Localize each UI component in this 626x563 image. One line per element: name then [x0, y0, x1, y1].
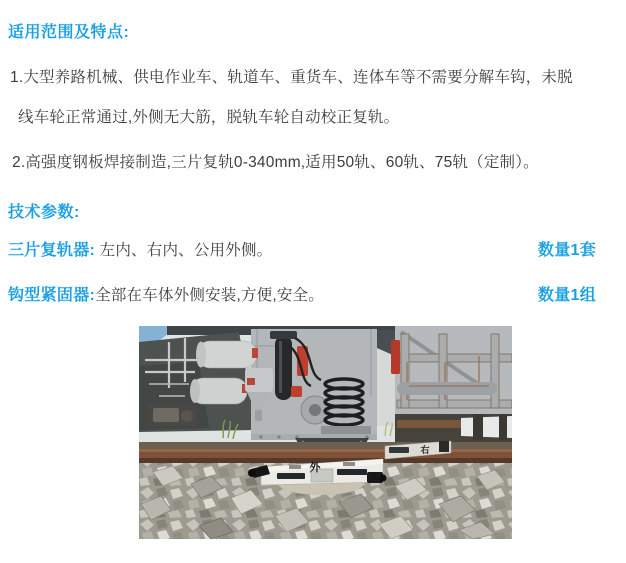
- photo-coupler-cylinder: [397, 382, 497, 395]
- spec-qty-fastener: 数量1组: [537, 287, 596, 304]
- product-photo: [139, 326, 512, 539]
- photo-rail-head: [139, 442, 512, 449]
- photo-blurred-text-right: [337, 469, 367, 475]
- feature-point-1-line-1: 1.大型养路机械、供电作业车、轨道车、重货车、连体车等不需要分解车钩，未脱: [10, 69, 573, 86]
- spec-row-fastener: [8, 288, 596, 304]
- spec-desc-fastener: 全部在车体外侧安装,方便,安全。: [95, 287, 324, 304]
- section-heading-params: 技术参数:: [8, 204, 80, 221]
- photo-label-right: 右: [420, 445, 430, 455]
- spec-desc-rerailer: 左内、右内、公用外侧。: [95, 242, 273, 259]
- spec-label-rerailer: 三片复轨器:: [8, 242, 96, 259]
- feature-point-2: 2.高强度钢板焊接制造,三片复轨0-340mm,适用50轨、60轨、75轨（定制）。: [12, 154, 539, 171]
- spec-row-rerailer: [8, 243, 596, 259]
- photo-label-outer: 外: [309, 462, 321, 474]
- photo-blurred-text-left: [277, 473, 305, 479]
- feature-point-1-line-2: 线车轮正常通过,外侧无大筋，脱轨车轮自动校正复轨。: [18, 109, 400, 126]
- spec-label-fastener: 钩型紧固器:: [8, 287, 96, 304]
- spec-qty-rerailer: 数量1套: [537, 242, 596, 259]
- section-heading-scope: 适用范围及特点:: [8, 24, 130, 41]
- photo-illustration: [139, 326, 512, 539]
